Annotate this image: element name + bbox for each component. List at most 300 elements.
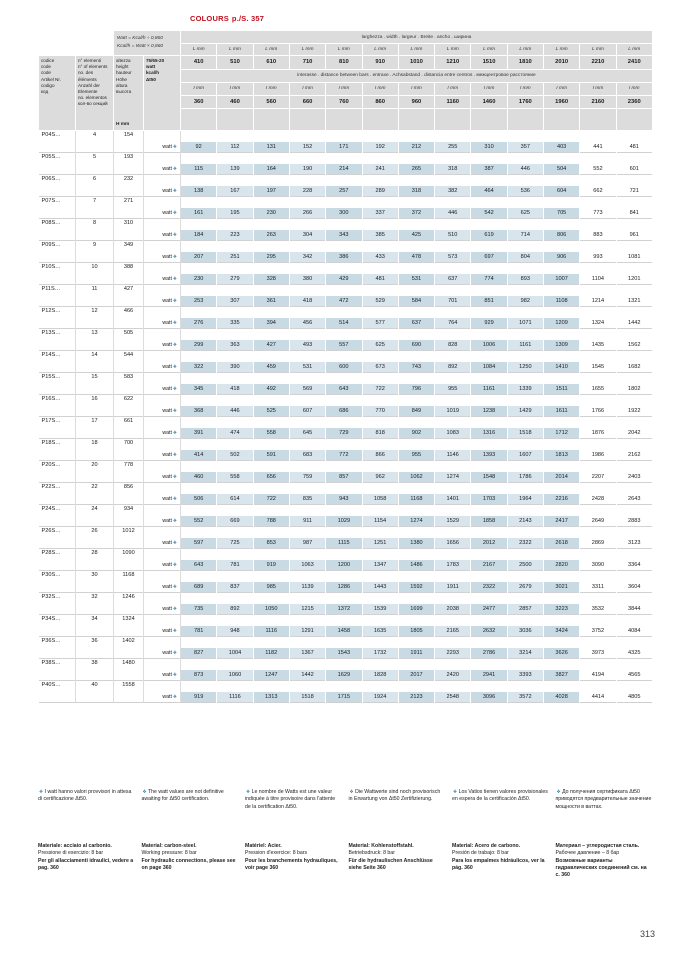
empty-cell [435,637,471,648]
empty-cell [543,241,579,252]
empty-cell [289,439,325,450]
empty-cell [543,505,579,516]
watt-value: 478 [398,252,434,263]
empty-cell [217,417,253,428]
empty-cell [217,461,253,472]
watt-value: 207 [181,252,217,263]
watt-row-label: watt❖ [144,516,181,527]
empty-cell [181,329,217,340]
empty-cell [507,285,543,296]
empty-cell [253,307,289,318]
empty-cell [289,219,325,230]
empty-cell [580,505,616,516]
header-spacer [398,109,434,131]
empty-cell [580,527,616,538]
watt-value: 2216 [543,494,579,505]
table-row [39,593,653,604]
watt-value: 481 [616,142,652,153]
empty-cell [326,175,362,186]
footnote-5: ❖ До получения сертификата Δt50 приводятся предварительные значение мощности в ваттах. [555,789,652,810]
row-code: P32S… [39,593,76,615]
interasse-unit-label: I mm [398,83,434,96]
header-spacer [435,109,471,131]
watt-value: 557 [326,340,362,351]
watt-value: 1813 [543,450,579,461]
watt-value: 1161 [507,340,543,351]
row-code: P10S… [39,263,76,285]
empty-cell [181,461,217,472]
empty-cell [543,219,579,230]
watt-value: 1635 [362,626,398,637]
row-height: 934 [114,505,144,527]
colours-label: COLOURS [190,14,229,23]
watt-value: 4194 [580,670,616,681]
empty-cell [580,637,616,648]
watt-value: 387 [471,164,507,175]
materials-grid [38,843,652,879]
watt-value: 531 [289,362,325,373]
watt-value: 714 [507,230,543,241]
watt-value: 2143 [507,516,543,527]
watt-value: 1209 [543,318,579,329]
interasse-unit-label: I mm [580,83,616,96]
watt-value: 266 [289,208,325,219]
height-column-header: altezza height hauteur Höhe altura высота H mm [114,56,144,131]
provisional-diamond-icon: ❖ [172,693,178,699]
watt-value: 558 [217,472,253,483]
watt-value: 1703 [471,494,507,505]
row-elements: 10 [76,263,114,285]
formula-box [114,31,181,56]
row-elements: 26 [76,527,114,549]
provisional-diamond-icon: ❖ [172,231,178,237]
watt-value: 1442 [289,670,325,681]
width-unit-label: L mm [580,44,616,56]
watt-label-spacer [144,549,181,560]
empty-cell [507,263,543,274]
material-note-2 [245,843,342,879]
empty-cell [181,351,217,362]
empty-cell [435,417,471,428]
watt-value: 195 [217,208,253,219]
header-spacer [362,109,398,131]
empty-cell [507,505,543,516]
empty-cell [181,241,217,252]
watt-value: 2322 [471,582,507,593]
watt-value: 3364 [616,560,652,571]
row-elements: 18 [76,439,114,461]
empty-cell [616,659,652,670]
header-blank [39,31,114,56]
empty-cell [181,417,217,428]
watt-value: 669 [217,516,253,527]
watt-value: 1250 [507,362,543,373]
watt-value: 743 [398,362,434,373]
watt-value: 2014 [543,472,579,483]
empty-cell [435,483,471,494]
row-elements: 13 [76,329,114,351]
header-spacer [580,109,616,131]
watt-value: 1529 [435,516,471,527]
empty-cell [398,571,434,582]
material-note-0 [38,843,135,879]
table-row [39,527,653,538]
watt-row-label: watt❖ [144,538,181,549]
row-height: 1402 [114,637,144,659]
empty-cell [362,549,398,560]
footnote-1: ❖ The watt values are not definitive awaiting for Δt50 certification. [141,789,224,803]
empty-cell [616,637,652,648]
watt-value: 1168 [398,494,434,505]
watt-value: 506 [181,494,217,505]
watt-row-label: watt❖ [144,626,181,637]
watt-value: 806 [543,230,579,241]
empty-cell [326,461,362,472]
watt-value: 138 [181,186,217,197]
material-line: Рабочее давление – 8 бар [555,850,620,857]
empty-cell [326,197,362,208]
watt-value: 337 [362,208,398,219]
width-unit-label: L mm [326,44,362,56]
empty-cell [580,329,616,340]
watt-value: 643 [181,560,217,571]
watt-value: 600 [326,362,362,373]
empty-cell [398,593,434,604]
watt-value: 1911 [435,582,471,593]
empty-cell [543,351,579,362]
empty-cell [253,439,289,450]
watt-value: 601 [616,164,652,175]
width-value: 1510 [471,56,507,70]
row-elements: 34 [76,615,114,637]
watt-value: 403 [543,142,579,153]
empty-cell [435,593,471,604]
material-line: Working pressure: 8 bar [141,850,197,857]
empty-cell [543,571,579,582]
watt-value: 1922 [616,406,652,417]
empty-cell [471,571,507,582]
row-code: P17S… [39,417,76,439]
watt-row-label: watt❖ [144,560,181,571]
empty-cell [471,439,507,450]
watt-value: 433 [362,252,398,263]
empty-cell [471,285,507,296]
watt-value: 827 [181,648,217,659]
table-row [39,417,653,428]
width-unit-label: L mm [398,44,434,56]
row-code: P06S… [39,175,76,197]
empty-cell [217,307,253,318]
watt-label-spacer [144,219,181,230]
watt-value: 504 [543,164,579,175]
watt-value: 1611 [543,406,579,417]
empty-cell [326,307,362,318]
empty-cell [362,439,398,450]
watt-value: 502 [217,450,253,461]
interasse-value: 660 [289,95,325,109]
watt-value: 857 [326,472,362,483]
watt-value: 3036 [507,626,543,637]
empty-cell [289,131,325,142]
row-height: 349 [114,241,144,263]
watt-value: 1214 [580,296,616,307]
provisional-diamond-icon: ❖ [172,451,178,457]
watt-value: 131 [253,142,289,153]
watt-value: 2167 [471,560,507,571]
empty-cell [471,549,507,560]
empty-cell [471,197,507,208]
watt-value: 2403 [616,472,652,483]
watt-value: 770 [362,406,398,417]
empty-cell [181,659,217,670]
row-height: 1090 [114,549,144,571]
watt-value: 3973 [580,648,616,659]
watt-value: 2477 [471,604,507,615]
width-unit-label: L mm [435,44,471,56]
row-elements: 17 [76,417,114,439]
watt-value: 725 [217,538,253,549]
empty-cell [580,439,616,450]
empty-cell [616,483,652,494]
empty-cell [471,241,507,252]
watt-label-spacer [144,351,181,362]
empty-cell [471,483,507,494]
watt-value: 1732 [362,648,398,659]
empty-cell [217,263,253,274]
watt-value: 943 [326,494,362,505]
colours-link[interactable] [190,14,264,23]
empty-cell [616,505,652,516]
watt-value: 1201 [616,274,652,285]
watt-value: 167 [217,186,253,197]
empty-cell [253,659,289,670]
watt-value: 390 [217,362,253,373]
watt-value: 253 [181,296,217,307]
row-elements: 40 [76,681,114,703]
watt-value: 342 [289,252,325,263]
empty-cell [326,241,362,252]
watt-row-label: watt❖ [144,230,181,241]
row-height: 271 [114,197,144,219]
watt-value: 1393 [471,450,507,461]
empty-cell [217,175,253,186]
watt-row-label: watt❖ [144,164,181,175]
empty-cell [289,263,325,274]
watt-value: 637 [398,318,434,329]
provisional-diamond-icon: ❖ [172,407,178,413]
watt-value: 1805 [398,626,434,637]
watt-value: 828 [435,340,471,351]
empty-cell [253,461,289,472]
watt-value: 1372 [326,604,362,615]
empty-cell [580,131,616,142]
watt-value: 460 [181,472,217,483]
empty-cell [398,681,434,692]
watt-value: 982 [507,296,543,307]
watt-value: 697 [471,252,507,263]
material-tail: Per gli allacciamenti idraulici, vedere a pag. 360 [38,857,134,871]
watt-value: 3021 [543,582,579,593]
empty-cell [580,571,616,582]
empty-cell [543,681,579,692]
empty-cell [507,439,543,450]
watt-value: 764 [435,318,471,329]
empty-cell [435,263,471,274]
provisional-diamond-icon: ❖ [172,275,178,281]
watt-value: 192 [362,142,398,153]
interasse-value: 760 [326,95,362,109]
watt-value: 1104 [580,274,616,285]
header-spacer [289,109,325,131]
watt-value: 1058 [362,494,398,505]
watt-value: 1876 [580,428,616,439]
watt-value: 604 [543,186,579,197]
watt-value: 1429 [507,406,543,417]
watt-value: 1291 [289,626,325,637]
watt-value: 171 [326,142,362,153]
empty-cell [181,395,217,406]
empty-cell [253,549,289,560]
row-height: 622 [114,395,144,417]
material-head: Material: Acero de carbono. [452,843,521,849]
empty-cell [253,131,289,142]
table-row [39,659,653,670]
empty-cell [362,197,398,208]
empty-cell [253,197,289,208]
watt-row-label: watt❖ [144,384,181,395]
row-code: P22S… [39,483,76,505]
material-note-1 [142,843,239,879]
empty-cell [435,241,471,252]
watt-value: 853 [253,538,289,549]
empty-cell [507,351,543,362]
watt-value: 190 [289,164,325,175]
watt-value: 3096 [471,692,507,703]
watt-value: 781 [217,560,253,571]
empty-cell [362,637,398,648]
empty-cell [217,571,253,582]
interasse-unit-label: I mm [435,83,471,96]
provisional-diamond-icon: ❖ [172,143,178,149]
empty-cell [362,417,398,428]
watt-value: 310 [471,142,507,153]
empty-cell [507,197,543,208]
empty-cell [435,219,471,230]
formula-kcal: Kcal/h = Watt × 0,860 [117,44,164,49]
material-head: Material: carbon-steel. [141,843,197,849]
empty-cell [471,461,507,472]
watt-value: 1215 [289,604,325,615]
header-spacer [543,109,579,131]
empty-cell [289,329,325,340]
watt-value: 625 [362,340,398,351]
empty-cell [181,549,217,560]
empty-cell [435,615,471,626]
watt-value: 1592 [398,582,434,593]
watt-value: 892 [217,604,253,615]
width-value: 2010 [543,56,579,70]
empty-cell [398,219,434,230]
footnote-2: ❖ Le nombre de Watts est une valeur indiquée à titre provisoire dans l'attente de la certification Δt50. [245,789,336,810]
watt-value: 569 [289,384,325,395]
watt-value: 656 [253,472,289,483]
row-code: P13S… [39,329,76,351]
empty-cell [217,131,253,142]
watt-value: 906 [543,252,579,263]
watt-value: 1401 [435,494,471,505]
table-row [39,197,653,208]
empty-cell [435,153,471,164]
watt-value: 223 [217,230,253,241]
empty-cell [289,197,325,208]
material-tail: Pour les branchements hydrauliques, voir page 360 [245,857,338,871]
watt-value: 619 [471,230,507,241]
watt-row-label: watt❖ [144,670,181,681]
watt-value: 4565 [616,670,652,681]
provisional-diamond-icon: ❖ [172,627,178,633]
watt-value: 391 [181,428,217,439]
empty-cell [253,417,289,428]
width-value: 710 [289,56,325,70]
empty-cell [398,197,434,208]
empty-cell [398,395,434,406]
header-spacer [507,109,543,131]
watt-value: 883 [580,230,616,241]
row-elements: 7 [76,197,114,219]
watt-label-spacer [144,659,181,670]
empty-cell [217,241,253,252]
row-elements: 22 [76,483,114,505]
watt-value: 686 [326,406,362,417]
watt-value: 2012 [471,538,507,549]
empty-cell [580,351,616,362]
watt-value: 1154 [362,516,398,527]
watt-value: 429 [326,274,362,285]
empty-cell [435,505,471,516]
empty-cell [435,373,471,384]
watt-value: 2428 [580,494,616,505]
watt-value: 1084 [471,362,507,373]
empty-cell [362,373,398,384]
watt-value: 3393 [507,670,543,681]
empty-cell [580,153,616,164]
watt-value: 536 [507,186,543,197]
empty-cell [398,153,434,164]
row-elements: 9 [76,241,114,263]
watt-value: 4084 [616,626,652,637]
watt-value: 363 [217,340,253,351]
watt-value: 255 [435,142,471,153]
empty-cell [289,593,325,604]
row-height: 154 [114,131,144,153]
empty-cell [326,263,362,274]
material-note-3 [349,843,446,879]
empty-cell [398,439,434,450]
empty-cell [580,241,616,252]
empty-cell [398,505,434,516]
row-elements: 12 [76,307,114,329]
watt-value: 492 [253,384,289,395]
watt-value: 2500 [507,560,543,571]
row-elements: 24 [76,505,114,527]
watt-value: 1274 [398,516,434,527]
empty-cell [543,417,579,428]
watt-value: 1339 [507,384,543,395]
table-row [39,549,653,560]
interasse-value: 960 [398,95,434,109]
watt-value: 2857 [507,604,543,615]
provisional-diamond-icon: ❖ [172,209,178,215]
